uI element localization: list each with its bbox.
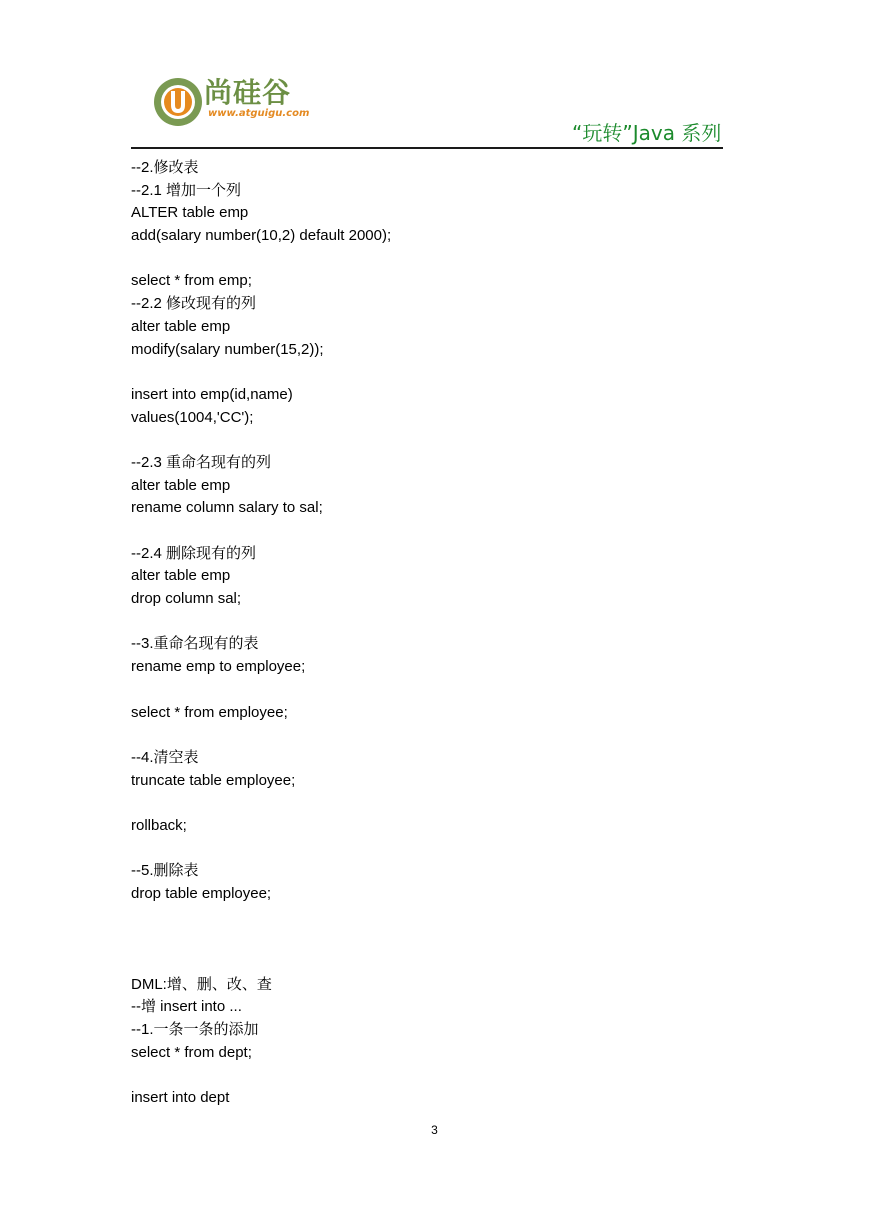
- text-line: --4.清空表: [131, 748, 199, 766]
- text-line: modify(salary number(15,2));: [131, 340, 324, 358]
- header-divider: [131, 147, 723, 149]
- text-line: --5.删除表: [131, 862, 199, 880]
- text-line: drop column sal;: [131, 590, 242, 608]
- text-line: select * from emp;: [131, 272, 252, 290]
- text-line: rename emp to employee;: [131, 658, 306, 676]
- page-number: 3: [431, 1123, 438, 1137]
- text-line: drop table employee;: [131, 885, 272, 902]
- blank-line: [131, 429, 731, 452]
- text-line: insert into emp(id,name): [131, 385, 293, 403]
- blank-line: [131, 724, 731, 747]
- blank-line: [131, 951, 731, 974]
- blank-line: [131, 520, 731, 543]
- text-line: truncate table employee;: [131, 771, 296, 789]
- atguigu-logo: [152, 74, 322, 130]
- text-line: rename column salary to sal;: [131, 499, 323, 517]
- blank-line: [131, 248, 731, 271]
- document-body: [131, 157, 731, 1110]
- text-line: select * from employee;: [131, 703, 288, 721]
- blank-line: [131, 906, 731, 929]
- text-line: --2.2 修改现有的列: [131, 295, 257, 313]
- text-line: values(1004,'CC');: [131, 408, 254, 426]
- text-line: alter table emp: [131, 476, 231, 494]
- text-line: --1.一条一条的添加: [131, 1021, 259, 1039]
- text-line: --2.修改表: [131, 159, 199, 176]
- text-line: rollback;: [131, 816, 187, 834]
- blank-line: [131, 838, 731, 861]
- logo-url: www.atguigu.com: [208, 108, 310, 119]
- text-line: ALTER table emp: [131, 204, 249, 222]
- text-line: --2.4 删除现有的列: [131, 544, 257, 562]
- blank-line: [131, 679, 731, 702]
- blank-line: [131, 1065, 731, 1088]
- blank-line: [131, 928, 731, 951]
- text-line: --3.重命名现有的表: [131, 635, 259, 653]
- text-line: select * from dept;: [131, 1043, 252, 1061]
- text-line: insert into dept: [131, 1089, 230, 1107]
- blank-line: [131, 792, 731, 815]
- text-line: DML:增、删、改、查: [131, 975, 272, 993]
- text-line: alter table emp: [131, 317, 231, 335]
- text-line: --2.1 增加一个列: [131, 181, 242, 199]
- blank-line: [131, 611, 731, 634]
- series-title: “玩转”Java 系列: [572, 121, 722, 145]
- logo-text: 尚硅谷: [204, 76, 292, 109]
- atguigu-u-logo-icon: [152, 76, 204, 128]
- text-line: add(salary number(10,2) default 2000);: [131, 227, 392, 245]
- blank-line: [131, 361, 731, 384]
- text-line: --增 insert into ...: [131, 998, 242, 1016]
- text-line: alter table emp: [131, 567, 231, 585]
- text-line: --2.3 重命名现有的列: [131, 453, 272, 471]
